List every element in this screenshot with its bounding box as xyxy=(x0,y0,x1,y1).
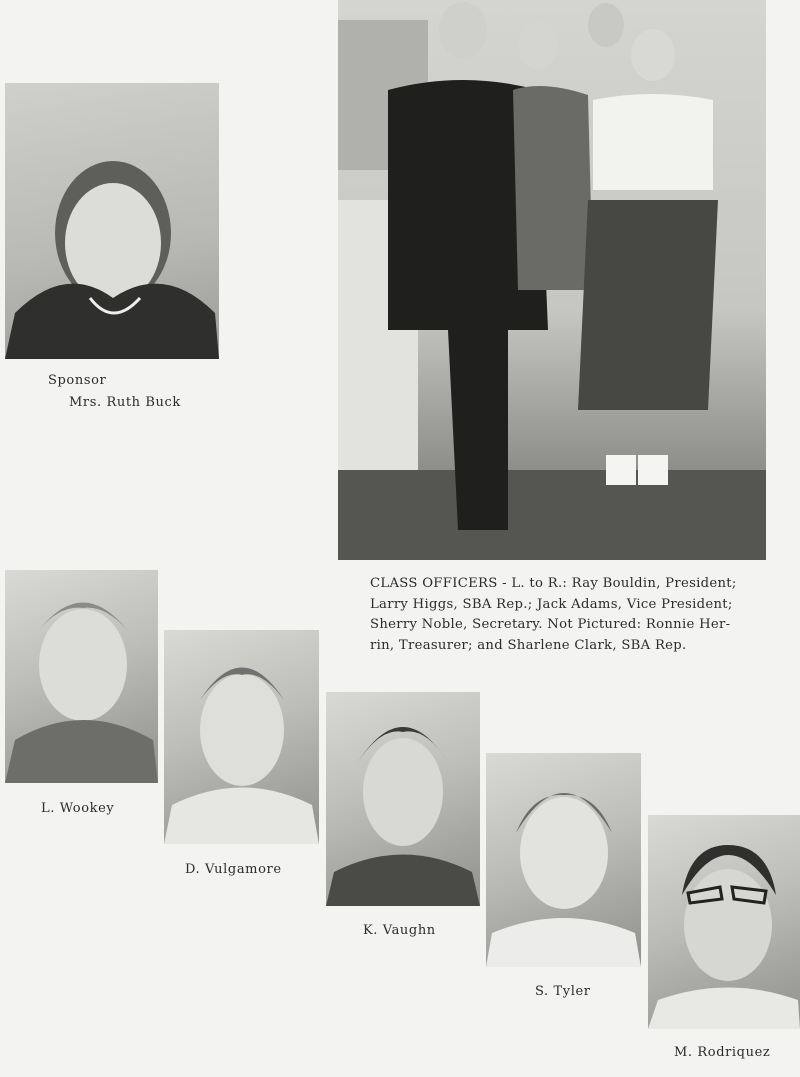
caption-line: CLASS OFFICERS - L. to R.: Ray Bouldin, President; xyxy=(370,576,737,591)
sponsor-photo xyxy=(5,83,219,359)
student-name-wookey: L. Wookey xyxy=(41,801,115,816)
class-officers-photo xyxy=(338,0,766,560)
student-name-vaughn: K. Vaughn xyxy=(363,923,436,938)
student-photo-rodriquez xyxy=(648,815,800,1029)
student-name-rodriquez: M. Rodriquez xyxy=(674,1045,771,1060)
caption-line: Larry Higgs, SBA Rep.; Jack Adams, Vice President; xyxy=(370,596,733,612)
student-photo-vaughn xyxy=(326,692,480,906)
caption-line: rin, Treasurer; and Sharlene Clark, SBA Rep. xyxy=(370,637,687,653)
student-photo-tyler xyxy=(486,753,641,967)
student-name-vulgamore: D. Vulgamore xyxy=(185,862,282,877)
sponsor-title: Sponsor xyxy=(48,373,107,388)
student-photo-wookey xyxy=(5,570,158,783)
caption-line: Sherry Noble, Secretary. Not Pictured: Ronnie Her- xyxy=(370,617,731,632)
sponsor-name: Mrs. Ruth Buck xyxy=(69,395,181,410)
class-officers-caption xyxy=(370,574,770,656)
student-name-tyler: S. Tyler xyxy=(535,984,591,999)
student-photo-vulgamore xyxy=(164,630,319,844)
